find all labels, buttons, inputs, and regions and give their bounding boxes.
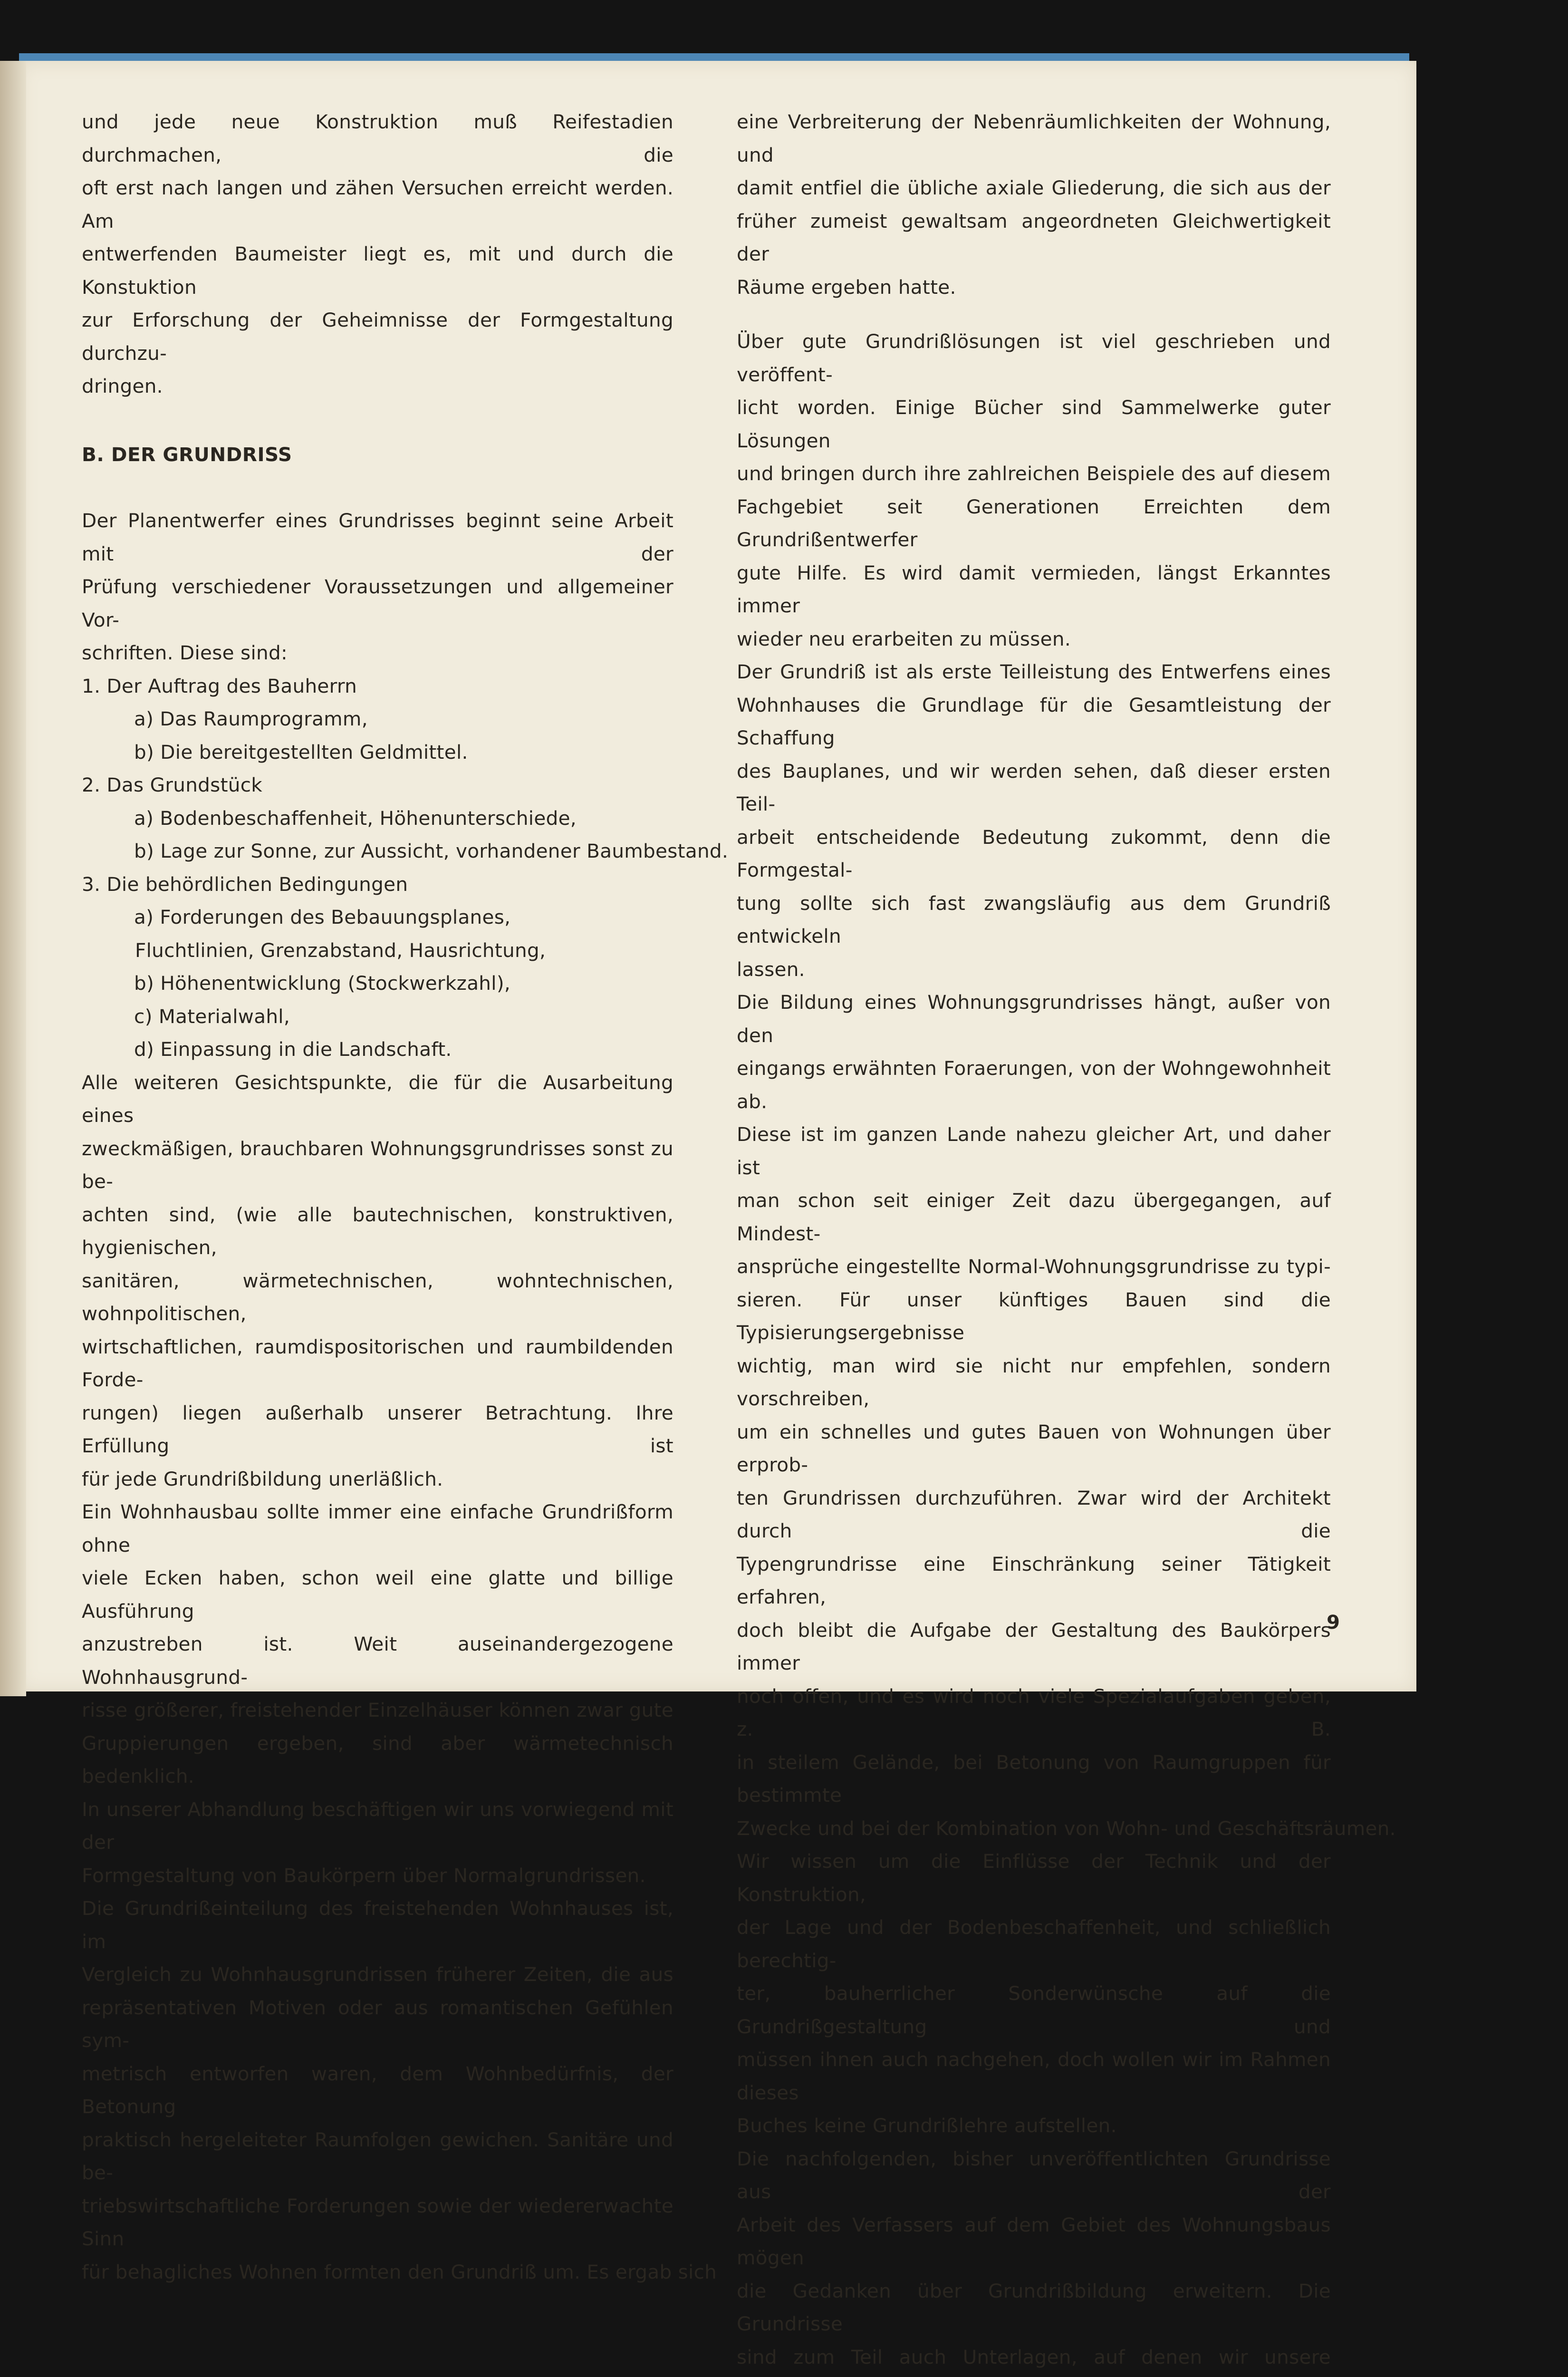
text-line: Typengrundrisse eine Einschränkung seiner Tätigkeit erfahren, [737,1548,1331,1614]
text-line: wichtig, man wird sie nicht nur empfehlen, sondern vorschreiben, [737,1350,1331,1416]
text-line: und bringen durch ihre zahlreichen Beispiele des auf diesem [737,457,1331,491]
paragraph-layout-history [82,1892,673,2289]
text-line: des Bauplanes, und wir werden sehen, daß dieser ersten Teil- [737,755,1331,821]
text-line: Formgestaltung von Baukörpern über Normalgrundrissen. [82,1859,673,1893]
text-line: Die Bildung eines Wohnungsgrundrisses hängt, außer von den [737,986,1331,1052]
text-line: Die Grundrißeinteilung des freistehenden Wohnhauses ist, im [82,1892,673,1958]
paragraph-following-plans [737,2143,1331,2377]
text-line: schriften. Diese sind: [82,637,673,670]
list-item: b) Höhenentwicklung (Stockwerkzahl), [82,967,673,1000]
paragraph-prerequisites [82,504,673,670]
text-line: Der Planentwerfer eines Grundrisses beginnt seine Arbeit mit der [82,504,673,570]
paragraph-first-stage [737,656,1331,986]
text-line: Wohnhauses die Grundlage für die Gesamtleistung der Schaffung [737,689,1331,755]
list-item: b) Die bereitgestellten Geldmittel. [82,736,673,769]
paragraph-influences [737,1845,1331,2143]
text-line: Die nachfolgenden, bisher unveröffentlichten Grundrisse aus der [737,2143,1331,2209]
text-line: viele Ecken haben, schon weil eine glatte und billige Ausführung [82,1562,673,1628]
text-line: Prüfung verschiedener Voraussetzungen und allgemeiner Vor- [82,570,673,637]
page-number: 9 [1327,1612,1340,1633]
text-line: eine Verbreiterung der Nebenräumlichkeiten der Wohnung, und [737,106,1331,172]
text-line: ansprüche eingestellte Normal-Wohnungsgrundrisse zu typi- [737,1250,1331,1284]
text-line: entwerfenden Baumeister liegt es, mit und durch die Konstuktion [82,238,673,304]
text-line: die Gedanken über Grundrißbildung erweitern. Die Grundrisse [737,2275,1331,2341]
paragraph-other-aspects [82,1066,673,1496]
text-line: Fachgebiet seit Generationen Erreichten dem Grundrißentwerfer [737,491,1331,557]
text-line: ten Grundrissen durchzuführen. Zwar wird der Architekt durch die [737,1482,1331,1548]
text-line: triebswirtschaftliche Forderungen sowie der wiedererwachte Sinn [82,2190,673,2256]
text-line: Diese ist im ganzen Lande nahezu gleicher Art, und daher ist [737,1118,1331,1184]
text-line: zweckmäßigen, brauchbaren Wohnungsgrundrisses sonst zu be- [82,1132,673,1198]
requirements-list [82,670,673,1066]
paragraph-literature [737,325,1331,656]
text-line: für behagliches Wohnen formten den Grundriß um. Es ergab sich [82,2256,673,2289]
paragraph-typification [737,986,1331,1845]
text-line: dringen. [82,370,673,403]
text-line: Zwecke und bei der Kombination von Wohn- und Geschäftsräumen. [737,1812,1331,1846]
left-text-column [82,106,673,2289]
text-line: eingangs erwähnten Foraerungen, von der Wohngewohnheit ab. [737,1052,1331,1118]
text-line: Arbeit des Verfassers auf dem Gebiet des Wohnungsbaus mögen [737,2209,1331,2275]
text-line: lassen. [737,953,1331,986]
text-line: tung sollte sich fast zwangsläufig aus dem Grundriß entwickeln [737,887,1331,953]
text-line: In unserer Abhandlung beschäftigen wir uns vorwiegend mit der [82,1793,673,1859]
text-line: Ein Wohnhausbau sollte immer eine einfache Grundrißform ohne [82,1496,673,1562]
text-line: achten sind, (wie alle bautechnischen, konstruktiven, hygienischen, [82,1198,673,1265]
paragraph-continuation [737,106,1331,304]
section-heading: B. DER GRUNDRISS [82,438,673,472]
text-line: arbeit entscheidende Bedeutung zukommt, denn die Formgestal- [737,821,1331,887]
text-line: in steilem Gelände, bei Betonung von Raumgruppen für bestimmte [737,1746,1331,1812]
text-line: Buches keine Grundrißlehre aufstellen. [737,2109,1331,2143]
text-line: Räume ergeben hatte. [737,271,1331,304]
text-line: und jede neue Konstruktion muß Reifestadien durchmachen, die [82,106,673,172]
text-line: man schon seit einiger Zeit dazu übergegangen, auf Mindest- [737,1184,1331,1250]
text-line: ter, bauherrlicher Sonderwünsche auf die Grundrißgestaltung und [737,1977,1331,2043]
list-item: 2. Das Grundstück [82,769,673,802]
text-line: licht worden. Einige Bücher sind Sammelwerke guter Lösungen [737,391,1331,457]
list-item: Fluchtlinien, Grenzabstand, Hausrichtung, [82,934,673,967]
text-line: wirtschaftlichen, raumdispositorischen und raumbildenden Forde- [82,1331,673,1397]
list-item: d) Einpassung in die Landschaft. [82,1033,673,1066]
text-line: praktisch hergeleiteter Raumfolgen gewichen. Sanitäre und be- [82,2124,673,2190]
intro-paragraph [82,106,673,403]
text-line: metrisch entworfen waren, dem Wohnbedürfnis, der Betonung [82,2058,673,2124]
right-text-column [737,106,1331,2377]
paragraph-simple-form [82,1496,673,1892]
text-line: sieren. Für unser künftiges Bauen sind die Typisierungsergebnisse [737,1284,1331,1350]
list-item: b) Lage zur Sonne, zur Aussicht, vorhandener Baumbestand. [82,835,673,868]
list-item: a) Forderungen des Bebauungsplanes, [82,901,673,934]
text-line: Der Grundriß ist als erste Teilleistung des Entwerfens eines [737,656,1331,689]
text-line: anzustreben ist. Weit auseinandergezogene Wohnhausgrund- [82,1628,673,1694]
text-line: sanitären, wärmetechnischen, wohntechnischen, wohnpolitischen, [82,1265,673,1331]
text-line: repräsentativen Motiven oder aus romantischen Gefühlen sym- [82,1991,673,2058]
list-item: c) Materialwahl, [82,1000,673,1034]
text-line: für jede Grundrißbildung unerläßlich. [82,1463,673,1496]
text-line: damit entfiel die übliche axiale Gliederung, die sich aus der [737,172,1331,205]
text-line: gute Hilfe. Es wird damit vermieden, längst Erkanntes immer [737,557,1331,623]
text-line: noch offen, und es wird noch viele Spezialaufgaben geben, z. B. [737,1680,1331,1746]
text-line: Wir wissen um die Einflüsse der Technik und der Konstruktion, [737,1845,1331,1911]
list-item: a) Bodenbeschaffenheit, Höhenunterschiede, [82,802,673,835]
text-line: zur Erforschung der Geheimnisse der Formgestaltung durchzu- [82,304,673,370]
page-gutter [0,61,26,1696]
text-line: der Lage und der Bodenbeschaffenheit, und schließlich berechtig- [737,1911,1331,1977]
text-line: rungen) liegen außerhalb unserer Betrachtung. Ihre Erfüllung ist [82,1397,673,1463]
text-line: Gruppierungen ergeben, sind aber wärmetechnisch bedenklich. [82,1727,673,1793]
text-line: früher zumeist gewaltsam angeordneten Gleichwertigkeit der [737,205,1331,271]
text-line: oft erst nach langen und zähen Versuchen erreicht werden. Am [82,172,673,238]
text-line: risse größerer, freistehender Einzelhäuser können zwar gute [82,1694,673,1727]
text-line: Über gute Grundrißlösungen ist viel geschrieben und veröffent- [737,325,1331,391]
list-item: 3. Die behördlichen Bedingungen [82,868,673,901]
text-line: doch bleibt die Aufgabe der Gestaltung des Baukörpers immer [737,1614,1331,1680]
text-line: wieder neu erarbeiten zu müssen. [737,623,1331,656]
list-item: a) Das Raumprogramm, [82,703,673,736]
text-line: Vergleich zu Wohnhausgrundrissen früherer Zeiten, die aus [82,1958,673,1991]
text-line: Alle weiteren Gesichtspunkte, die für die Ausarbeitung eines [82,1066,673,1132]
text-line: um ein schnelles und gutes Bauen von Wohnungen über erprob- [737,1416,1331,1482]
list-item: 1. Der Auftrag des Bauherrn [82,670,673,703]
text-line: sind zum Teil auch Unterlagen, auf denen wir unsere [737,2341,1331,2377]
text-line: müssen ihnen auch nachgehen, doch wollen wir im Rahmen dieses [737,2043,1331,2109]
